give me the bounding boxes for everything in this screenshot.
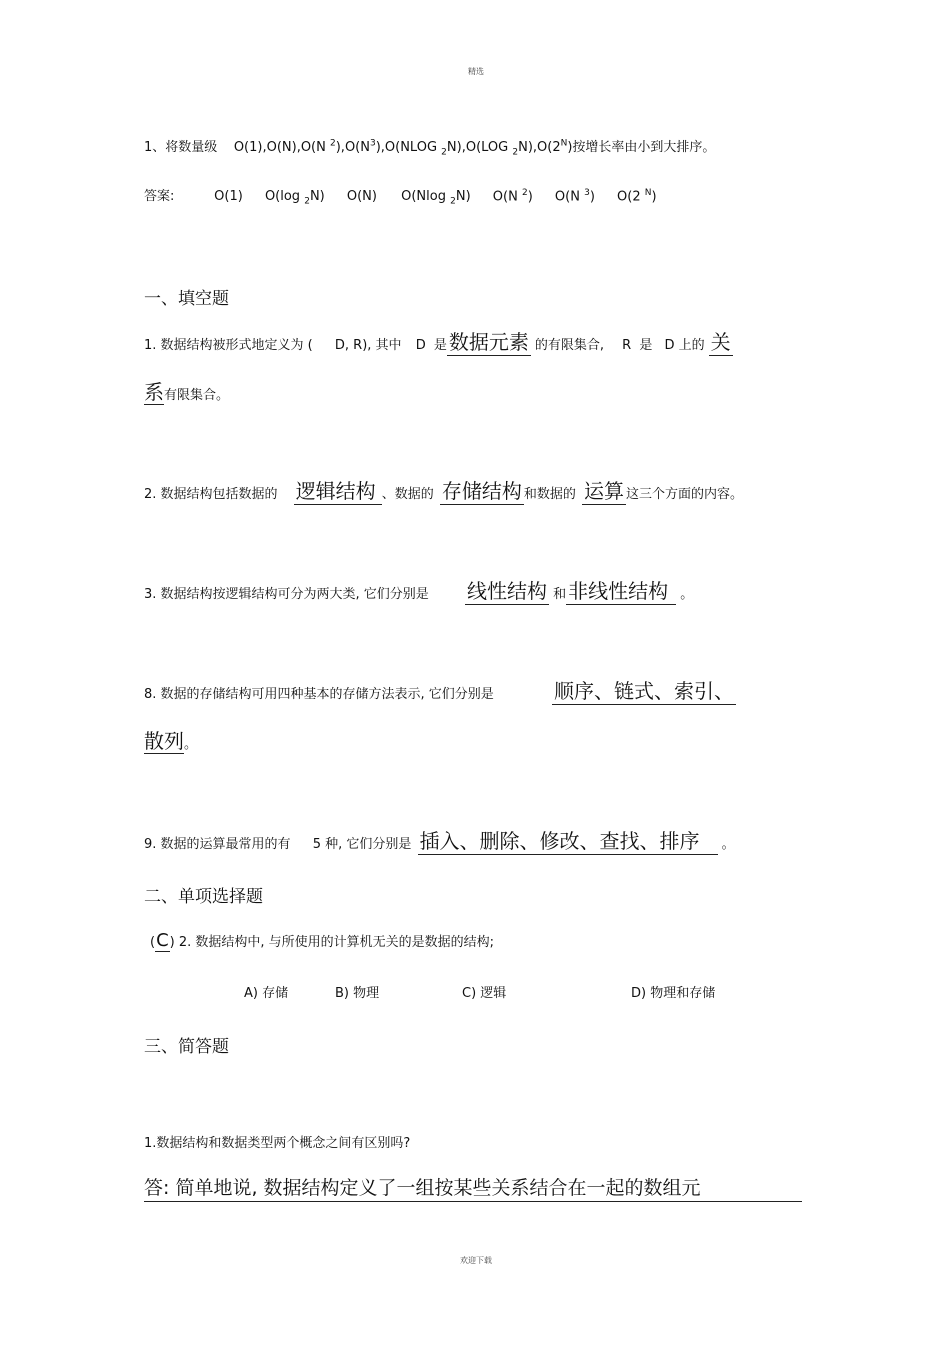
answer-logical-structure: 逻辑结构 <box>294 479 382 505</box>
q1-text: D <box>415 338 426 353</box>
order-answer <box>144 185 657 207</box>
q9-text: 9. 数据的运算最常用的有 <box>144 837 291 852</box>
q2-text: 和数据的 <box>523 487 576 502</box>
order-term: O(1),O(N),O(N <box>233 140 326 155</box>
choice-option-d: D) 物理和存储 <box>631 986 716 1001</box>
order-term: )按增长率由小到大排序。 <box>567 140 716 155</box>
q3-text: 和 <box>553 587 567 602</box>
q3-text: 3. 数据结构按逻辑结构可分为两大类, 它们分别是 <box>144 587 429 602</box>
q9-text: 。 <box>721 837 735 852</box>
answer-storage-methods: 顺序、链式、索引、 <box>553 679 734 703</box>
answer-nonlinear-structure: 非线性结构 <box>566 579 676 605</box>
fill-q9 <box>144 830 735 853</box>
choice-option-b: B) 物理 <box>335 986 380 1001</box>
order-answer-item: O(N) <box>346 189 377 204</box>
order-term: N),O(2 <box>518 140 561 155</box>
q8-text: 。 <box>184 737 198 752</box>
short-answer-q1: 1.数据结构和数据类型两个概念之间有区别吗? <box>144 1136 411 1151</box>
q2-text: 2. 数据结构包括数据的 <box>144 487 278 502</box>
q1-text: R <box>622 338 632 353</box>
order-sub: 2 <box>512 147 519 158</box>
fill-q8-line1 <box>144 680 736 703</box>
q1-text: 上的 <box>678 338 705 353</box>
q1-text: 的有限集合, <box>534 338 604 353</box>
answer-relation-part2: 系 <box>144 380 164 404</box>
answer-linear-structure: 线性结构 <box>466 579 547 603</box>
fill-q2 <box>144 480 743 503</box>
order-term: ),O(N <box>335 140 370 155</box>
q8-text: 8. 数据的存储结构可用四种基本的存储方法表示, 它们分别是 <box>144 687 494 702</box>
q1-text: 是 <box>639 338 653 353</box>
choice-answer: C <box>156 930 169 951</box>
order-question <box>144 136 715 158</box>
order-answer-item: O(N $^2$) <box>492 187 533 204</box>
q1-text: 1. 数据结构被形式地定义为 ( <box>144 338 313 353</box>
q9-text: 5 种, 它们分别是 <box>312 837 412 852</box>
answer-operation: 运算 <box>584 479 624 503</box>
order-sup: 3 <box>369 138 376 149</box>
order-sub: 2 <box>441 147 447 158</box>
order-answer-item: O(Nlog $_2$N) <box>401 189 471 207</box>
order-term: N),O(LOG <box>446 140 509 155</box>
order-answer-label: 答案: <box>144 189 175 204</box>
short-answer-q1-answer <box>144 1178 802 1202</box>
q1-text: D <box>664 338 675 353</box>
answer-operations: 插入、删除、修改、查找、排序 <box>418 829 718 855</box>
choice-question-text: ) 2. 数据结构中, 与所使用的计算机无关的是数据的结构; <box>169 935 495 950</box>
q2-text: 这三个方面的内容。 <box>626 487 744 502</box>
order-answer-item: O(N $^3$) <box>554 187 595 204</box>
order-sup: N <box>560 138 568 149</box>
order-question-prefix: 1、将数量级 <box>144 140 218 155</box>
order-answer-item: O(1) <box>214 189 243 204</box>
choice-q2 <box>150 931 494 952</box>
fill-q3 <box>144 580 693 603</box>
answer-data-element: 数据元素 <box>448 330 529 354</box>
answer-storage-structure: 存储结构 <box>441 479 522 503</box>
section-title-fill-blank: 一、填空题 <box>144 289 229 309</box>
order-answer-item: O(2 $^N$) <box>617 187 657 204</box>
page-footer: 欢迎下载 <box>460 1256 492 1265</box>
q1-text: 有限集合。 <box>164 388 230 403</box>
choice-option-c: C) 逻辑 <box>462 986 507 1001</box>
section-title-single-choice: 二、单项选择题 <box>144 887 263 907</box>
q2-text: 、数据的 <box>381 487 434 502</box>
q1-text: 是 <box>433 338 447 353</box>
order-term: ),O(NLOG <box>375 140 438 155</box>
q3-text: 。 <box>680 587 694 602</box>
short-answer-text: 答: 简单地说, 数据结构定义了一组按某些关系结合在一起的数组元 <box>144 1178 802 1202</box>
section-title-short-answer: 三、简答题 <box>144 1037 229 1057</box>
q1-text: D, R), 其中 <box>334 338 402 353</box>
order-sup: 2 <box>330 138 336 149</box>
choice-paren: ( <box>150 935 156 950</box>
fill-q1-line2 <box>144 381 229 404</box>
choice-option-a: A) 存储 <box>244 986 289 1001</box>
order-answer-item: O(log $_2$N) <box>264 189 325 207</box>
page-header: 精选 <box>468 67 484 76</box>
answer-hash: 散列 <box>144 729 184 753</box>
fill-q1-line1 <box>144 331 809 354</box>
answer-relation-part1: 关 <box>710 330 731 354</box>
fill-q8-line2 <box>144 730 197 753</box>
